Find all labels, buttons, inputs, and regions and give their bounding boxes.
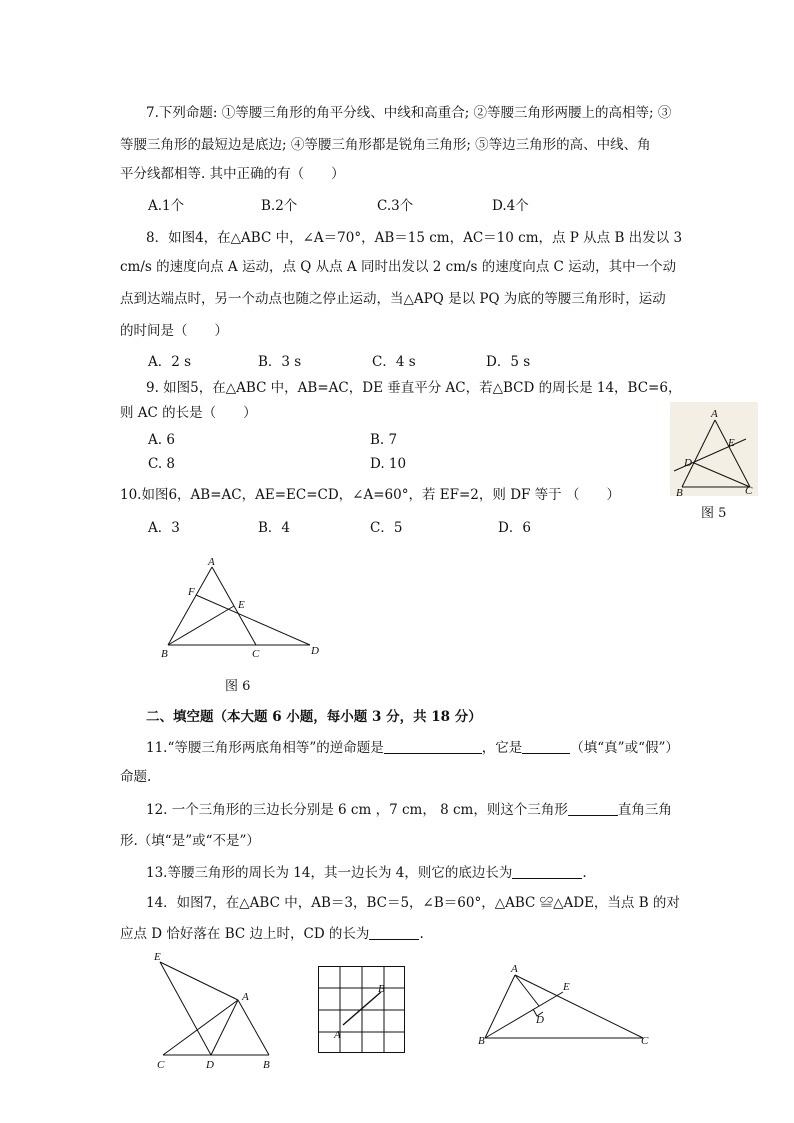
fig9-label-c: C <box>641 1035 649 1047</box>
fig6-label-c: C <box>252 648 260 660</box>
fig5-label-d: D <box>684 457 692 469</box>
figure-7 <box>150 950 280 1075</box>
q8-line3: 点到达端点时，另一个动点也随之停止运动，当△APQ 是以 PQ 为底的等腰三角形时，运动 <box>120 291 666 307</box>
fig7-label-c: C <box>157 1059 165 1071</box>
q11-part1: 11.“等腰三角形两底角相等”的逆命题是 <box>146 740 384 756</box>
q10-option-d: D．6 <box>498 520 531 536</box>
fig9-label-a: A <box>511 963 518 975</box>
q8-option-c: C．4 s <box>372 354 416 370</box>
q11-line1 <box>146 739 679 757</box>
fig6-label-a: A <box>208 556 215 568</box>
fig9-label-e: E <box>563 981 570 993</box>
fig6-label-d: D <box>311 645 319 657</box>
section-2-heading: 二、填空题（本大题 6 小题，每小题 3 分，共 18 分） <box>146 709 482 725</box>
q12-part1: 12. 一个三角形的三边长分别是 6 cm ，7 cm， 8 cm，则这个三角形 <box>146 802 568 818</box>
q11-line2: 命题. <box>120 769 152 785</box>
q12-part2: 直角三角 <box>617 802 672 818</box>
q10-line1: 10.如图6，AB=AC，AE=EC=CD，∠A=60°，若 EF=2，则 DF 等于 （ ） <box>120 487 620 503</box>
q11-blank-2[interactable] <box>522 739 570 754</box>
q8-line2: cm/s 的速度向点 A 运动，点 Q 从点 A 同时出发以 2 cm/s 的速度向点 C 运动，其中一个动 <box>120 259 677 275</box>
q9-line1: 9. 如图5，在△ABC 中，AB=AC，DE 垂直平分 AC，若△BCD 的周长是 14，BC=6， <box>146 380 682 396</box>
fig9-label-d: D <box>536 1014 544 1026</box>
q11-part2: ，它是 <box>481 740 523 756</box>
q9-option-c: C. 8 <box>148 456 176 472</box>
q9-option-a: A. 6 <box>148 432 175 448</box>
q13-part1: 13.等腰三角形的周长为 14，其一边长为 4，则它的底边长为 <box>146 865 513 881</box>
q8-option-b: B．3 s <box>258 354 302 370</box>
q9-option-b: B. 7 <box>370 432 398 448</box>
q7-line1: 7.下列命题: ①等腰三角形的角平分线、中线和高重合; ②等腰三角形两腰上的高相等; ③ <box>146 105 672 121</box>
q7-option-b: B.2个 <box>261 198 298 214</box>
q12-line2: 形.（填“是”或“不是”） <box>120 833 260 849</box>
fig8-label-b: B <box>378 983 385 995</box>
fig5-label-c: C <box>745 485 753 497</box>
q13-part2: . <box>582 865 587 881</box>
fig5-label-a: A <box>711 408 718 420</box>
q7-option-c: C.3个 <box>377 198 414 214</box>
fig5-label-e: E <box>728 437 735 449</box>
q11-blank-1[interactable] <box>384 739 482 754</box>
fig7-label-e: E <box>154 951 161 963</box>
figure-8-grid <box>318 966 408 1056</box>
q10-option-b: B．4 <box>258 520 291 536</box>
q14-blank[interactable] <box>369 925 419 940</box>
q14-line2 <box>120 925 424 943</box>
q7-line2: 等腰三角形的最短边是底边; ④等腰三角形都是锐角三角形; ⑤等边三角形的高、中线、角 <box>120 137 651 153</box>
q9-line2: 则 AC 的长是（ ） <box>120 405 257 421</box>
fig6-label-f: F <box>188 586 195 598</box>
fig8-label-a: A <box>334 1029 341 1041</box>
q8-option-d: D．5 s <box>486 354 531 370</box>
q10-option-c: C．5 <box>370 520 403 536</box>
q7-option-a: A.1个 <box>148 198 185 214</box>
fig6-label-b: B <box>161 648 168 660</box>
q14-part2: . <box>419 926 424 942</box>
q8-line1: 8．如图4，在△ABC 中，∠A＝70°，AB＝15 cm，AC＝10 cm，点 P 从点 B 出发以 3 <box>146 230 683 246</box>
figure-6 <box>160 555 330 665</box>
q13-line1 <box>146 864 587 882</box>
q14-part1: 应点 D 恰好落在 BC 边上时，CD 的长为 <box>120 926 370 942</box>
figure-9 <box>475 960 660 1055</box>
fig7-label-b: B <box>263 1059 270 1071</box>
figure-5 <box>670 402 758 499</box>
fig5-label-b: B <box>676 487 683 499</box>
q12-blank[interactable] <box>568 801 618 816</box>
q13-blank[interactable] <box>512 864 582 879</box>
q7-option-d: D.4个 <box>492 198 529 214</box>
fig6-caption: 图 6 <box>225 679 251 694</box>
q7-line3: 平分线都相等. 其中正确的有（ ） <box>120 166 345 182</box>
fig7-label-d: D <box>206 1059 214 1071</box>
q11-part3: （填“真”或“假”） <box>570 740 679 756</box>
q10-option-a: A．3 <box>148 520 180 536</box>
q9-option-d: D. 10 <box>370 456 407 472</box>
fig9-label-b: B <box>478 1035 485 1047</box>
q12-line1 <box>146 801 672 819</box>
q8-option-a: A．2 s <box>148 354 192 370</box>
q14-line1: 14．如图7，在△ABC 中，AB＝3，BC＝5，∠B＝60°，△ABC ≌△ADE，当点 B 的对 <box>146 895 680 911</box>
fig7-label-a: A <box>242 991 249 1003</box>
q8-line4: 的时间是（ ） <box>120 323 228 339</box>
fig5-caption: 图 5 <box>701 506 727 521</box>
fig6-label-e: E <box>238 599 245 611</box>
